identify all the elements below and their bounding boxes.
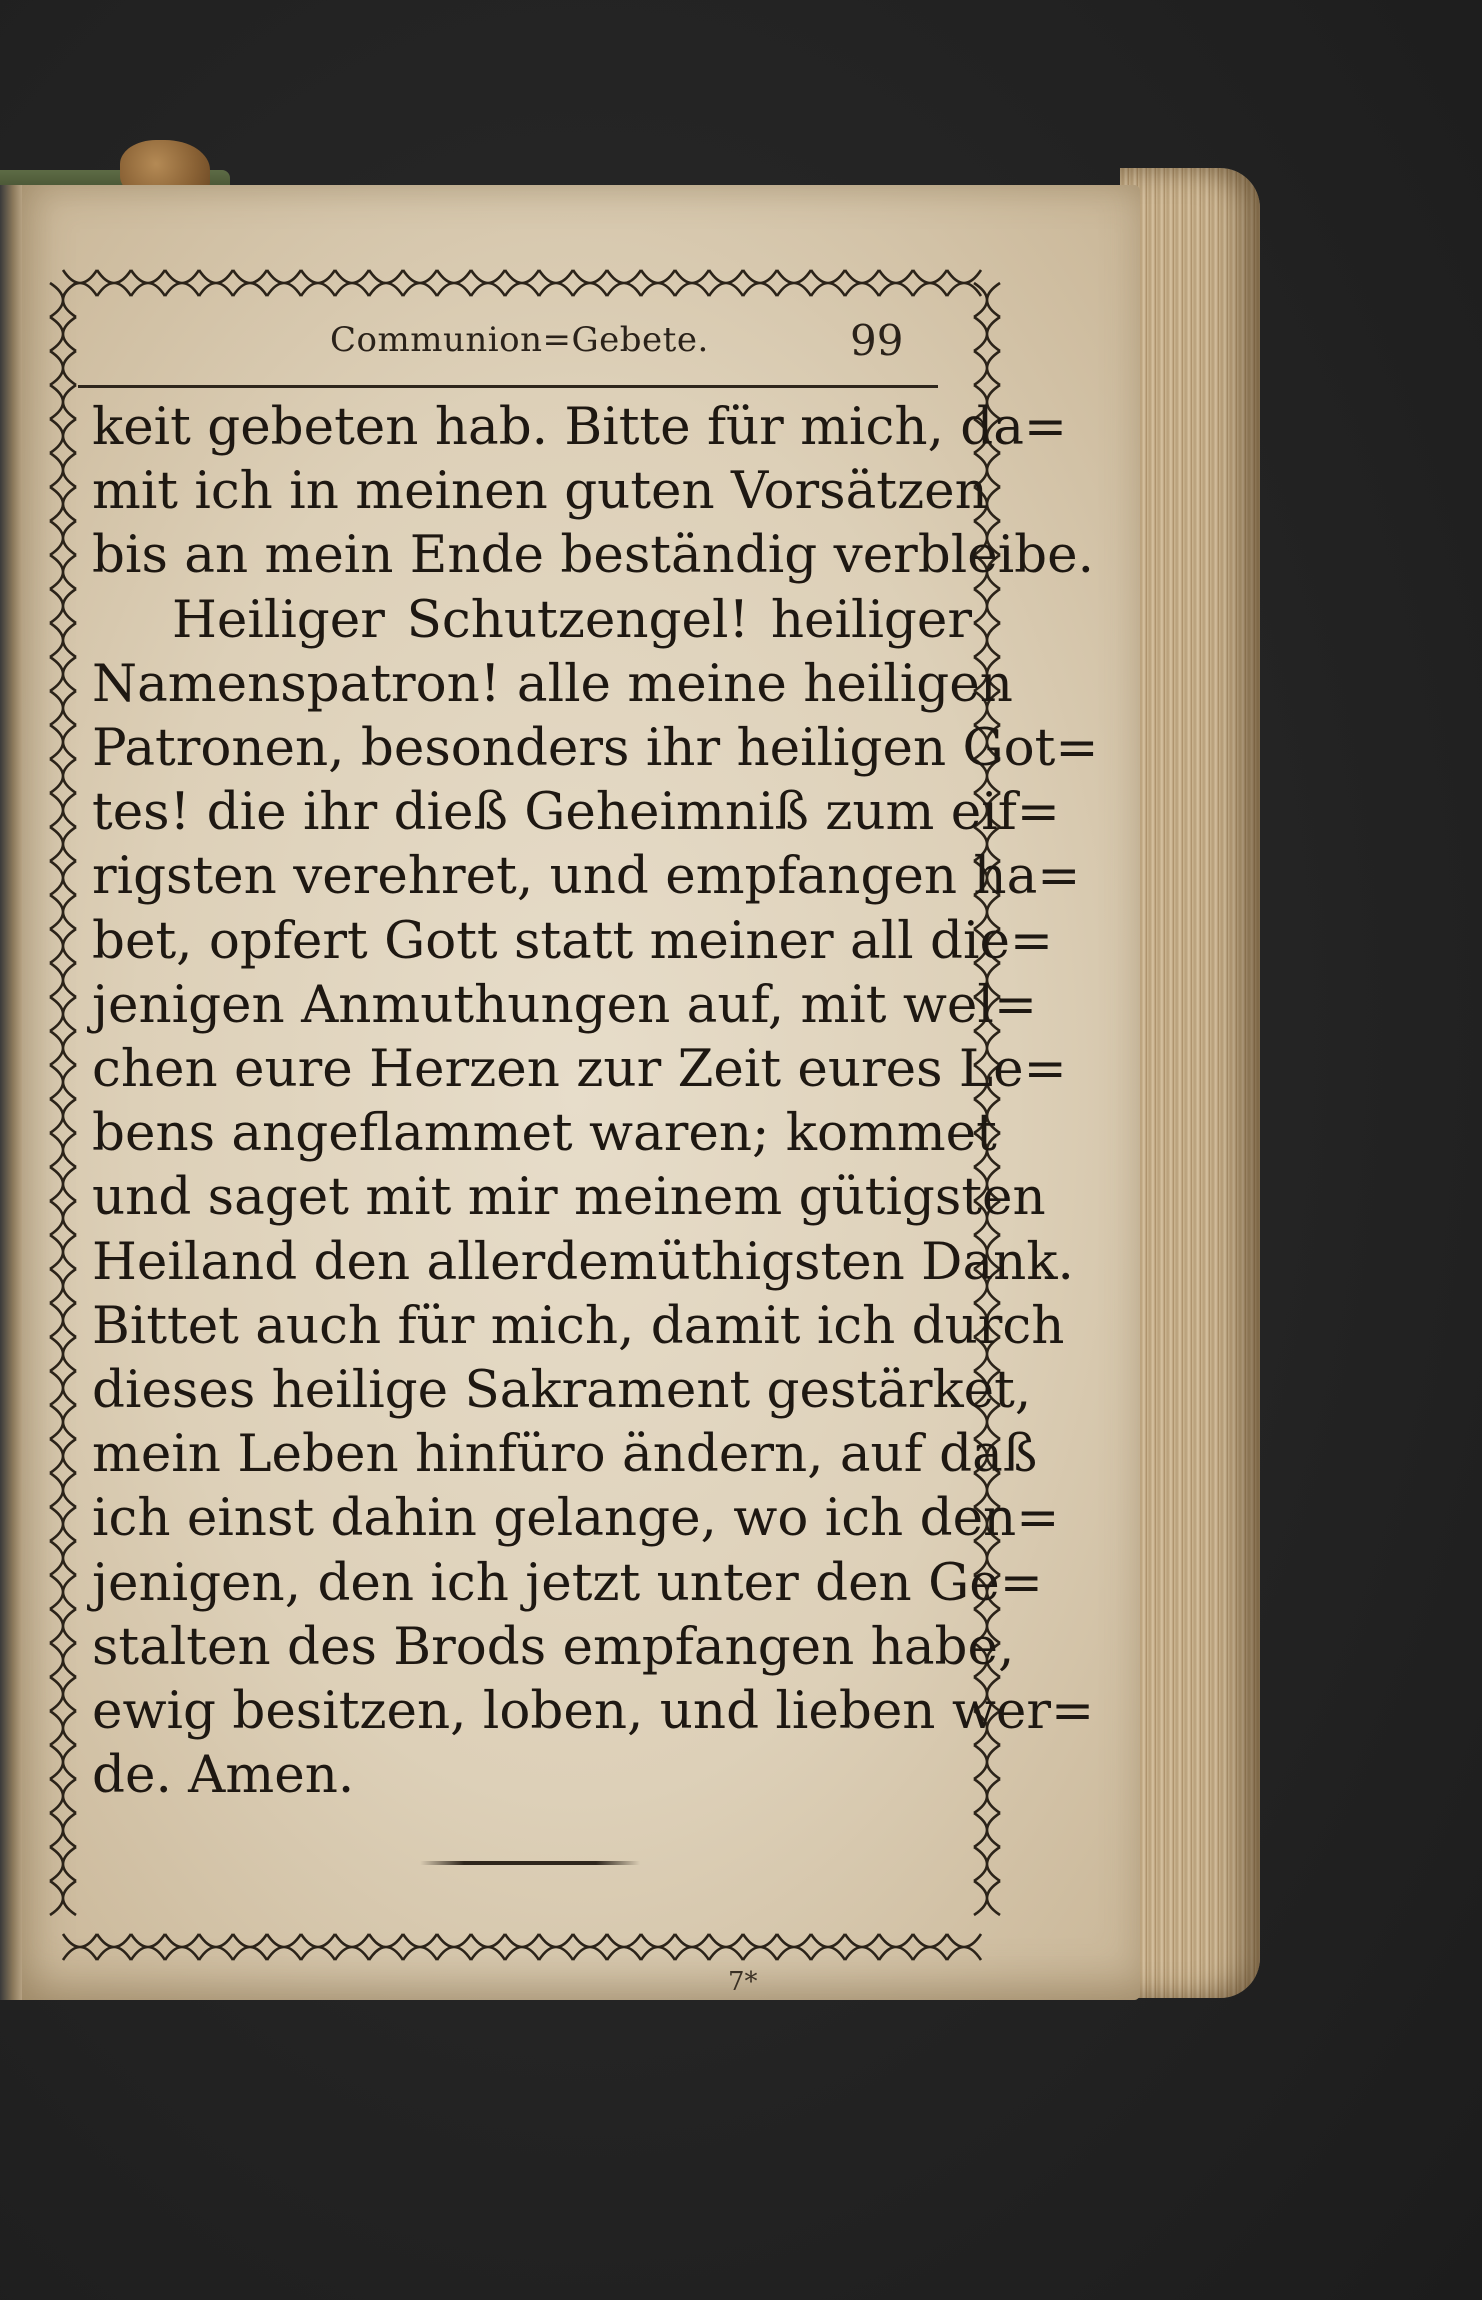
border-ornament	[50, 759, 76, 793]
text-line: stalten des Brods empfangen habe,	[92, 1616, 1015, 1677]
border-ornament	[301, 1934, 335, 1960]
border-ornament	[63, 270, 97, 296]
border-ornament	[50, 1881, 76, 1915]
border-ornament	[845, 270, 879, 296]
border-ornament	[573, 1934, 607, 1960]
border-ornament	[879, 270, 913, 296]
border-ornament	[50, 997, 76, 1031]
border-ornament	[50, 1031, 76, 1065]
border-ornament	[97, 1934, 131, 1960]
border-ornament	[471, 270, 505, 296]
border-ornament	[199, 1934, 233, 1960]
text-line: ich einst dahin gelange, wo ich den=	[92, 1488, 1060, 1549]
text-line: bis an mein Ende beständig verbleibe.	[92, 525, 1094, 586]
text-line: de. Amen.	[92, 1745, 355, 1806]
border-ornament	[50, 929, 76, 963]
border-ornament	[811, 270, 845, 296]
text-line: rigsten verehret, und empfangen ha=	[92, 846, 1081, 907]
border-ornament	[131, 1934, 165, 1960]
border-ornament	[50, 1201, 76, 1235]
border-ornament	[539, 1934, 573, 1960]
border-ornament	[63, 1934, 97, 1960]
border-ornament	[50, 963, 76, 997]
border-ornament	[50, 1643, 76, 1677]
border-ornament	[50, 1745, 76, 1779]
border-ornament	[50, 487, 76, 521]
border-ornament	[974, 1881, 1000, 1915]
border-ornament	[675, 1934, 709, 1960]
border-ornament	[50, 657, 76, 691]
border-ornament	[743, 1934, 777, 1960]
border-ornament	[913, 270, 947, 296]
border-ornament	[50, 861, 76, 895]
border-ornament	[233, 1934, 267, 1960]
border-ornament	[50, 453, 76, 487]
border-ornament	[974, 351, 1000, 385]
text-line: jenigen, den ich jetzt unter den Ge=	[92, 1552, 1043, 1613]
text-line: dieses heilige Sakrament gestärket,	[92, 1360, 1032, 1421]
border-ornament	[974, 589, 1000, 623]
border-ornament	[50, 1439, 76, 1473]
border-ornament	[50, 351, 76, 385]
border-ornament	[974, 1779, 1000, 1813]
border-ornament	[913, 1934, 947, 1960]
page-header	[330, 316, 940, 380]
border-ornament	[50, 1711, 76, 1745]
border-ornament	[50, 1303, 76, 1337]
border-ornament	[505, 1934, 539, 1960]
text-line: Heiliger Schutzengel! heiliger	[172, 589, 972, 650]
border-ornament	[50, 1541, 76, 1575]
border-ornament	[845, 1934, 879, 1960]
border-ornament	[50, 283, 76, 317]
border-ornament	[50, 1099, 76, 1133]
border-ornament	[50, 555, 76, 589]
border-ornament	[335, 1934, 369, 1960]
border-ornament	[267, 1934, 301, 1960]
border-ornament	[675, 270, 709, 296]
body-text	[92, 395, 1099, 1807]
border-ornament	[50, 1133, 76, 1167]
text-line: mein Leben hinfüro ändern, auf daß	[92, 1424, 1038, 1485]
border-ornament	[50, 691, 76, 725]
border-ornament	[974, 317, 1000, 351]
border-ornament	[50, 827, 76, 861]
border-ornament	[50, 1473, 76, 1507]
border-ornament	[131, 270, 165, 296]
text-line: chen eure Herzen zur Zeit eures Le=	[92, 1039, 1067, 1100]
border-ornament	[974, 1813, 1000, 1847]
border-ornament	[607, 270, 641, 296]
border-ornament	[50, 895, 76, 929]
text-line: jenigen Anmuthungen auf, mit wel=	[92, 974, 1038, 1035]
border-ornament	[50, 1813, 76, 1847]
border-ornament	[709, 1934, 743, 1960]
border-ornament	[335, 270, 369, 296]
page-number: 99	[850, 316, 904, 365]
text-line: tes! die ihr dieß Geheimniß zum eif=	[92, 782, 1060, 843]
running-head: Communion=Gebete.	[330, 320, 709, 360]
border-ornament	[97, 270, 131, 296]
border-ornament	[50, 1575, 76, 1609]
border-ornament	[50, 1269, 76, 1303]
text-line: Namenspatron! alle meine heiligen	[92, 653, 1013, 714]
border-ornament	[267, 270, 301, 296]
border-ornament	[607, 1934, 641, 1960]
border-ornament	[974, 1847, 1000, 1881]
border-ornament	[50, 589, 76, 623]
border-ornament	[50, 1371, 76, 1405]
tailpiece-rule	[420, 1861, 640, 1865]
border-ornament	[471, 1934, 505, 1960]
border-ornament	[165, 1934, 199, 1960]
text-line: bet, opfert Gott statt meiner all die=	[92, 910, 1054, 971]
text-line: keit gebeten hab. Bitte für mich, da=	[92, 397, 1068, 457]
text-line: und saget mit mir meinem gütigsten	[92, 1167, 1046, 1228]
text-line: Bittet auch für mich, damit ich durch	[92, 1295, 1065, 1356]
border-ornament	[777, 270, 811, 296]
border-ornament	[974, 1745, 1000, 1779]
border-ornament	[50, 1235, 76, 1269]
border-ornament	[50, 419, 76, 453]
border-ornament	[974, 623, 1000, 657]
border-ornament	[641, 1934, 675, 1960]
text-line: mit ich in meinen guten Vorsätzen	[92, 461, 988, 522]
page-gutter	[0, 185, 22, 2000]
border-ornament	[50, 1167, 76, 1201]
text-line: Heiland den allerdemüthigsten Dank.	[92, 1231, 1074, 1292]
border-ornament	[50, 385, 76, 419]
border-ornament	[437, 1934, 471, 1960]
text-line: bens angeflammet waren; kommet	[92, 1103, 997, 1164]
border-ornament	[233, 270, 267, 296]
border-ornament	[437, 270, 471, 296]
border-ornament	[50, 623, 76, 657]
book-fore-edge	[1120, 168, 1260, 1998]
border-ornament	[50, 1337, 76, 1371]
border-ornament	[539, 270, 573, 296]
border-ornament	[974, 283, 1000, 317]
border-ornament	[369, 1934, 403, 1960]
border-ornament	[50, 1405, 76, 1439]
border-ornament	[50, 1609, 76, 1643]
border-ornament	[505, 270, 539, 296]
border-ornament	[743, 270, 777, 296]
border-ornament	[403, 1934, 437, 1960]
border-ornament	[50, 1065, 76, 1099]
border-ornament	[50, 317, 76, 351]
border-ornament	[777, 1934, 811, 1960]
border-ornament	[165, 270, 199, 296]
border-ornament	[403, 270, 437, 296]
border-ornament	[50, 521, 76, 555]
border-ornament	[50, 725, 76, 759]
border-ornament	[50, 1847, 76, 1881]
signature-mark: 7*	[728, 1967, 758, 1997]
border-ornament	[573, 270, 607, 296]
border-ornament	[709, 270, 743, 296]
border-ornament	[50, 1677, 76, 1711]
border-ornament	[879, 1934, 913, 1960]
border-ornament	[199, 270, 233, 296]
border-ornament	[811, 1934, 845, 1960]
border-ornament	[50, 793, 76, 827]
border-ornament	[947, 1934, 981, 1960]
border-ornament	[50, 1507, 76, 1541]
header-rule	[78, 385, 938, 388]
border-ornament	[50, 1779, 76, 1813]
text-line: Patronen, besonders ihr heiligen Got=	[92, 718, 1099, 779]
border-ornament	[641, 270, 675, 296]
border-ornament	[369, 270, 403, 296]
border-ornament	[301, 270, 335, 296]
text-line: ewig besitzen, loben, und lieben wer=	[92, 1681, 1095, 1742]
